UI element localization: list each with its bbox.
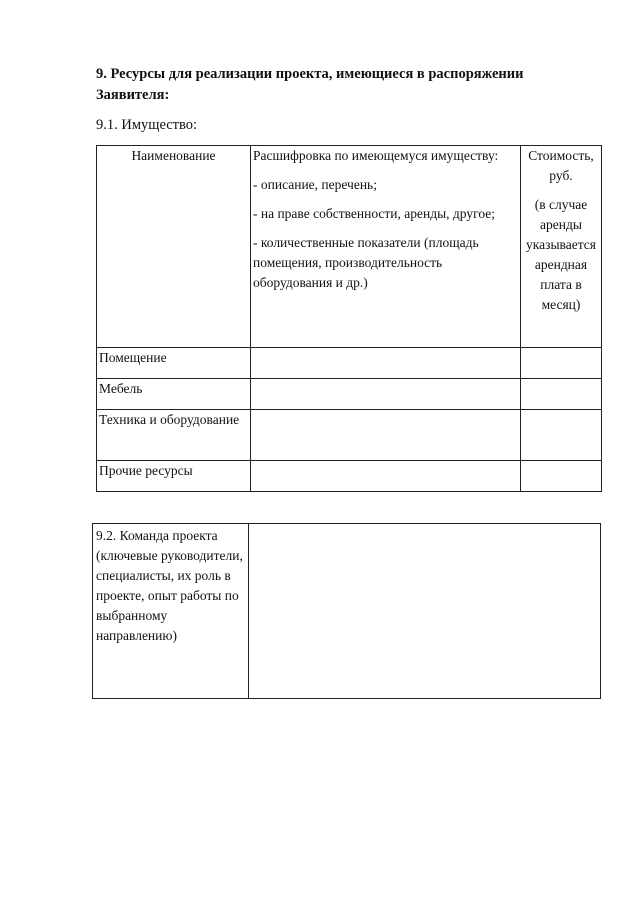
header-details-item: - описание, перечень; (253, 177, 377, 192)
row-name: Мебель (97, 379, 251, 410)
row-cost-cell[interactable] (521, 379, 602, 410)
team-value-cell[interactable] (249, 524, 601, 699)
team-label: 9.2. Команда проекта (ключевые руководители, специалисты, их роль в проекте, опыт работы по выбранному направлению) (96, 528, 243, 643)
header-cost-title: Стоимость, руб. (528, 148, 594, 183)
subsection-title-property: 9.1. Имущество: (96, 117, 198, 133)
header-cost-note: (в случае аренды указывается арендная плата в месяц) (526, 197, 596, 312)
row-details-cell[interactable] (251, 379, 521, 410)
table-row (97, 410, 602, 461)
header-details-item: - количественные показатели (площадь помещения, производительность оборудования и др.) (253, 235, 479, 290)
team-table (92, 523, 601, 699)
row-cost-cell[interactable] (521, 348, 602, 379)
table-row (97, 348, 602, 379)
row-details-cell[interactable] (251, 410, 521, 461)
row-details-cell[interactable] (251, 461, 521, 492)
header-details-item: - на праве собственности, аренды, другое; (253, 206, 495, 221)
row-name: Техника и оборудование (97, 410, 251, 461)
header-cost (521, 146, 602, 348)
header-name: Наименование (97, 146, 251, 348)
row-name: Прочие ресурсы (97, 461, 251, 492)
team-label-cell (93, 524, 249, 699)
team-row (93, 524, 601, 699)
row-name: Помещение (97, 348, 251, 379)
header-details-intro: Расшифровка по имеющемуся имуществу: (253, 148, 499, 163)
table-row (97, 379, 602, 410)
row-cost-cell[interactable] (521, 461, 602, 492)
row-details-cell[interactable] (251, 348, 521, 379)
table-header-row (97, 146, 602, 348)
section-title: 9. Ресурсы для реализации проекта, имеющиеся в распоряжении Заявителя: (96, 66, 524, 103)
property-table (96, 145, 602, 492)
row-cost-cell[interactable] (521, 410, 602, 461)
table-row (97, 461, 602, 492)
header-details (251, 146, 521, 348)
